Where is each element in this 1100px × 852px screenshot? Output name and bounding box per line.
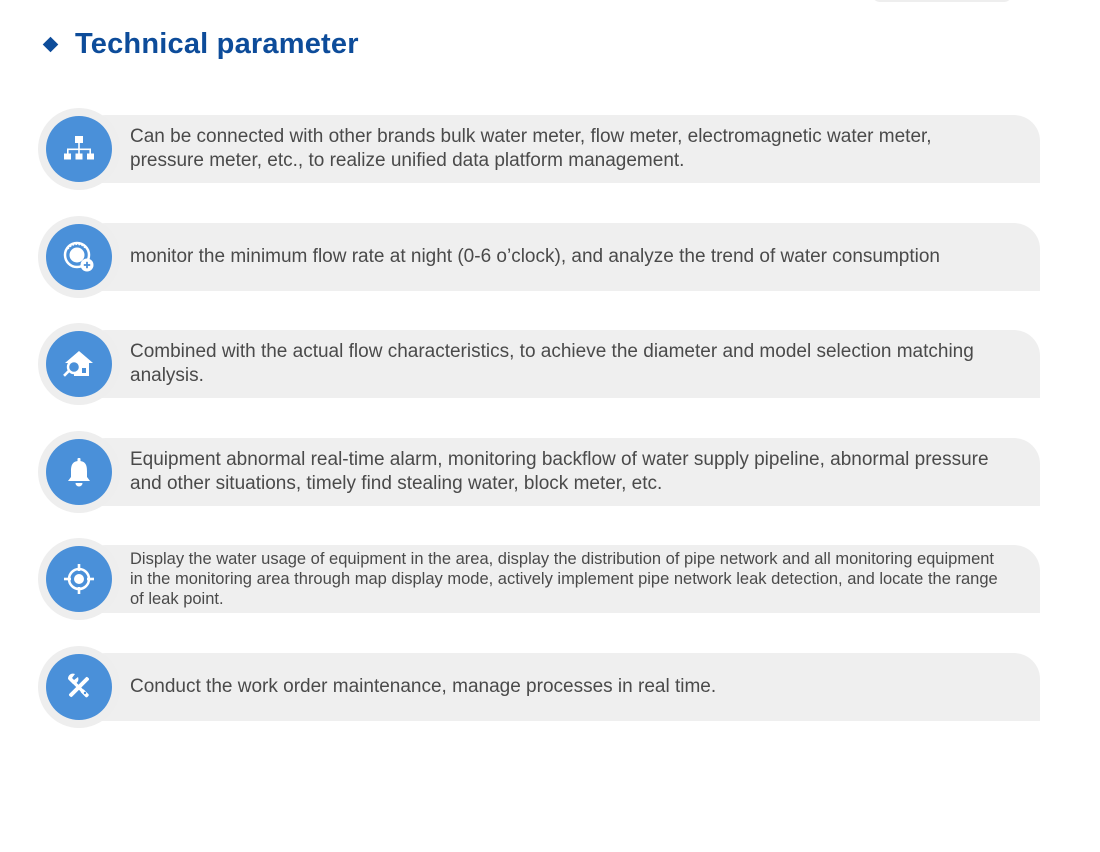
- feature-item-night-flow: [0, 216, 1100, 296]
- feature-description: Display the water usage of equipment in the area, display the distribution of pipe network and all monitoring equipment in the monitoring area through map display mode, actively implement pipe network leak detection, and locate the range of leak point.: [130, 550, 998, 608]
- wrench-screwdriver-icon: [46, 654, 112, 720]
- diamond-bullet-icon: [43, 36, 59, 52]
- house-search-icon: [46, 331, 112, 397]
- top-tab-decoration: [872, 0, 1012, 2]
- feature-description: Equipment abnormal real-time alarm, monitoring backflow of water supply pipeline, abnormal pressure and other situations, timely find stealing water, block meter, etc.: [130, 449, 989, 494]
- feature-description: Conduct the work order maintenance, manage processes in real time.: [130, 676, 717, 697]
- section-header: [40, 24, 359, 64]
- feature-item-work-order: [0, 646, 1100, 726]
- feature-item-data-platform: [0, 108, 1100, 188]
- feature-item-model-selection: [0, 323, 1100, 403]
- feature-description: monitor the minimum flow rate at night (0-6 o’clock), and analyze the trend of water consumption: [130, 246, 940, 267]
- feature-item-alarm: [0, 431, 1100, 511]
- feature-description: Combined with the actual flow characteristics, to achieve the diameter and model selection matching analysis.: [130, 341, 974, 386]
- page-title: Technical parameter: [75, 27, 359, 60]
- feature-item-leak-detection: [0, 538, 1100, 618]
- feature-description: Can be connected with other brands bulk water meter, flow meter, electromagnetic water meter, pressure meter, etc., to realize unified data platform management.: [130, 126, 932, 171]
- network-hierarchy-icon: [46, 116, 112, 182]
- gauge-plus-icon: [46, 224, 112, 290]
- target-locate-icon: [46, 546, 112, 612]
- bell-icon: [46, 439, 112, 505]
